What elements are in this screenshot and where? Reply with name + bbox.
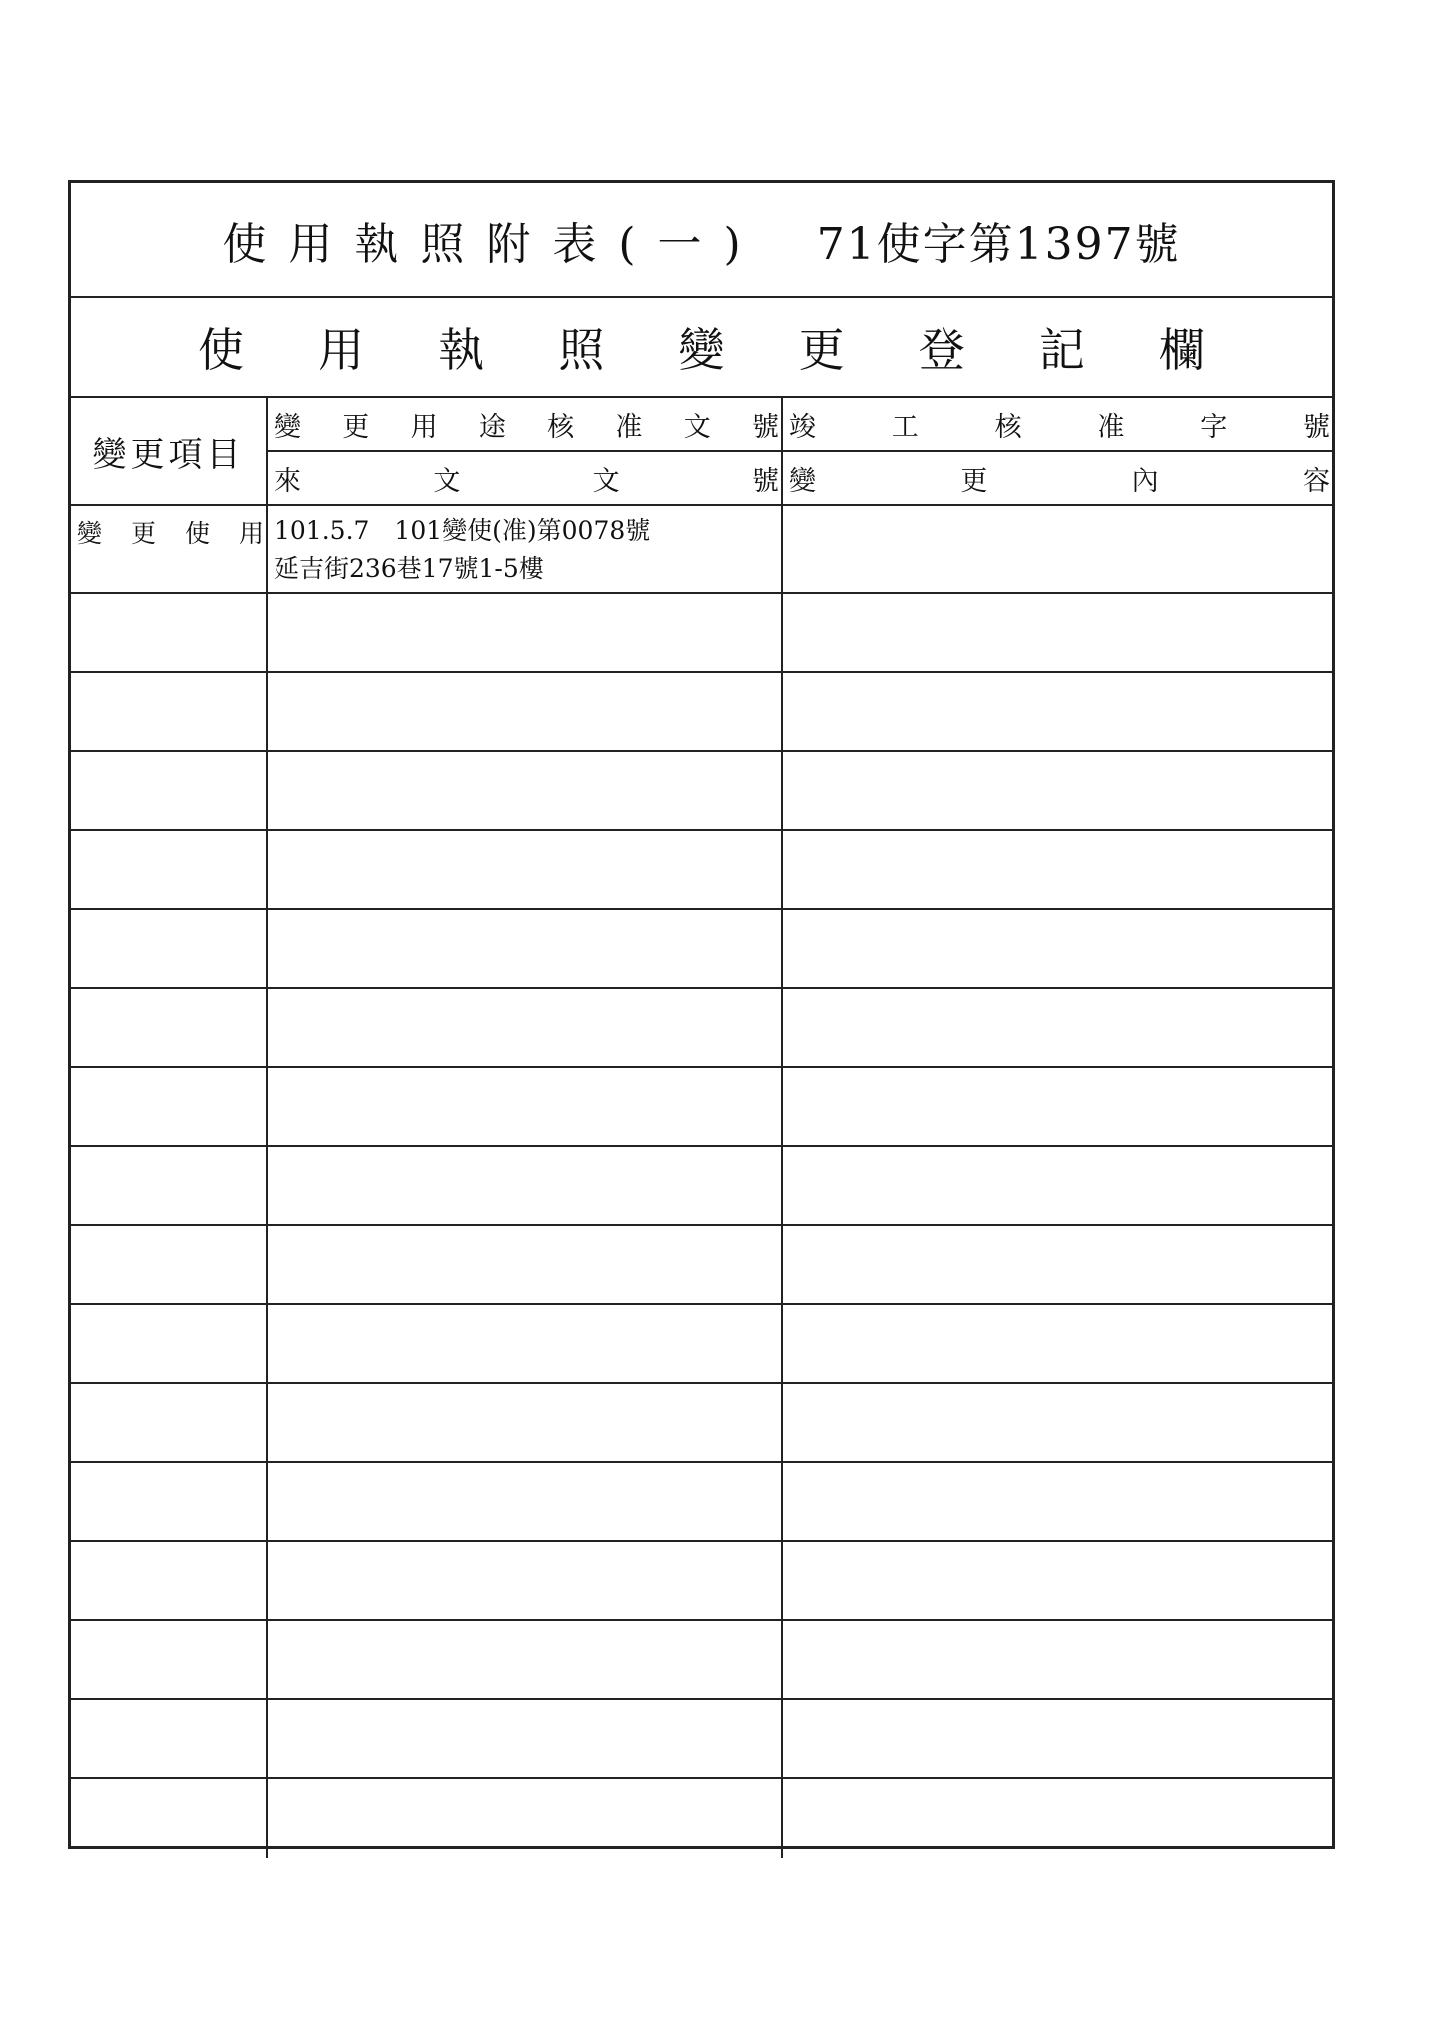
empty-cell — [268, 673, 783, 750]
empty-cell — [71, 1779, 268, 1858]
empty-cell — [71, 910, 268, 987]
empty-cell — [71, 1068, 268, 1145]
table-row — [71, 910, 1332, 989]
table-row — [71, 831, 1332, 910]
header-char: 來 — [274, 465, 301, 497]
empty-cell — [71, 831, 268, 908]
table-row — [71, 752, 1332, 831]
empty-cell — [268, 1226, 783, 1303]
table-row — [71, 1621, 1332, 1700]
form-subtitle — [71, 298, 1332, 398]
header-change-content — [783, 452, 1332, 506]
entry-item-cell — [71, 506, 268, 592]
entry-item-char: 使 — [184, 519, 210, 548]
form-title — [71, 183, 1332, 298]
empty-cell — [783, 1700, 1332, 1777]
subtitle-char: 用 — [318, 323, 365, 377]
table-row — [71, 1305, 1332, 1384]
form-frame — [68, 180, 1335, 1849]
header-char: 文 — [683, 411, 711, 443]
header-char: 號 — [751, 411, 779, 443]
form-title-main: 使用執照附表(一) — [222, 218, 763, 270]
empty-cell — [268, 1700, 783, 1777]
empty-cell — [783, 1147, 1332, 1224]
table-row — [71, 1384, 1332, 1463]
empty-cell — [71, 1384, 268, 1461]
header-char: 變 — [274, 411, 301, 443]
empty-cell — [268, 910, 783, 987]
empty-cell — [268, 1305, 783, 1382]
table-row — [71, 989, 1332, 1068]
entry-item-char: 更 — [130, 519, 156, 548]
empty-cell — [71, 594, 268, 671]
empty-cell — [783, 1463, 1332, 1540]
header-char: 途 — [478, 411, 506, 443]
header-char: 核 — [994, 411, 1022, 443]
empty-cell — [783, 831, 1332, 908]
header-char: 更 — [342, 411, 370, 443]
header-char: 文 — [433, 465, 461, 497]
empty-cell — [783, 1621, 1332, 1698]
header-char: 更 — [960, 465, 988, 497]
entry-detail-cell — [268, 506, 783, 592]
empty-cell — [783, 1226, 1332, 1303]
empty-cell — [71, 1542, 268, 1619]
subtitle-char: 記 — [1038, 323, 1085, 377]
empty-cell — [71, 989, 268, 1066]
subtitle-char: 照 — [558, 323, 605, 377]
empty-cell — [268, 1068, 783, 1145]
table-row — [71, 506, 1332, 594]
header-char: 字 — [1200, 411, 1228, 443]
empty-cell — [783, 1779, 1332, 1858]
header-incoming-doc — [268, 452, 783, 506]
empty-cell — [71, 673, 268, 750]
table-row — [71, 1068, 1332, 1147]
table-row — [71, 673, 1332, 752]
empty-cell — [783, 1542, 1332, 1619]
empty-cell — [783, 1384, 1332, 1461]
table-row — [71, 1779, 1332, 1858]
empty-cell — [783, 594, 1332, 671]
subtitle-char: 欄 — [1158, 323, 1205, 377]
header-char: 號 — [751, 465, 779, 497]
header-change-item: 變更項目 — [71, 398, 268, 506]
empty-cell — [268, 831, 783, 908]
entry-address-line: 延吉街236巷17號1-5樓 — [274, 554, 544, 583]
header-completion-approval — [783, 398, 1332, 452]
empty-cell — [268, 989, 783, 1066]
entry-item-char: 用 — [238, 519, 264, 548]
header-char: 容 — [1302, 465, 1330, 497]
empty-cell — [268, 1384, 783, 1461]
subtitle-char: 使 — [198, 323, 245, 377]
table-row — [71, 1542, 1332, 1621]
entry-approval-line: 101.5.7 101變使(准)第0078號 — [274, 516, 651, 545]
empty-cell — [268, 1621, 783, 1698]
table-row — [71, 1463, 1332, 1542]
license-number: 71使字第1397號 — [816, 218, 1181, 270]
table-row — [71, 1700, 1332, 1779]
empty-cell — [71, 752, 268, 829]
empty-cell — [268, 1463, 783, 1540]
header-char: 變 — [789, 465, 816, 497]
empty-cell — [71, 1621, 268, 1698]
empty-cell — [783, 673, 1332, 750]
header-char: 用 — [410, 411, 438, 443]
header-char: 核 — [547, 411, 575, 443]
header-char: 號 — [1302, 411, 1330, 443]
header-char: 內 — [1131, 465, 1159, 497]
empty-cell — [783, 910, 1332, 987]
header-char: 工 — [891, 411, 919, 443]
header-char: 准 — [1097, 411, 1125, 443]
table-row — [71, 1226, 1332, 1305]
empty-cell — [268, 1147, 783, 1224]
subtitle-char: 執 — [438, 323, 485, 377]
table-row — [71, 1147, 1332, 1226]
empty-cell — [268, 1542, 783, 1619]
empty-cell — [71, 1305, 268, 1382]
subtitle-char: 登 — [918, 323, 965, 377]
empty-cell — [783, 989, 1332, 1066]
empty-cell — [268, 752, 783, 829]
empty-cell — [71, 1147, 268, 1224]
empty-cell — [71, 1700, 268, 1777]
entry-item-char: 變 — [77, 519, 103, 548]
subtitle-char: 更 — [798, 323, 845, 377]
table-row — [71, 594, 1332, 673]
empty-cell — [268, 1779, 783, 1858]
subtitle-char: 變 — [678, 323, 725, 377]
empty-cell — [783, 1305, 1332, 1382]
header-char: 竣 — [789, 411, 816, 443]
empty-cell — [783, 752, 1332, 829]
empty-cell — [71, 1463, 268, 1540]
empty-cell — [783, 1068, 1332, 1145]
register-rows — [71, 506, 1332, 1858]
header-char: 文 — [592, 465, 620, 497]
entry-content-cell — [783, 506, 1332, 592]
empty-cell — [71, 1226, 268, 1303]
header-approval-doc — [268, 398, 783, 452]
header-char: 准 — [615, 411, 643, 443]
empty-cell — [268, 594, 783, 671]
